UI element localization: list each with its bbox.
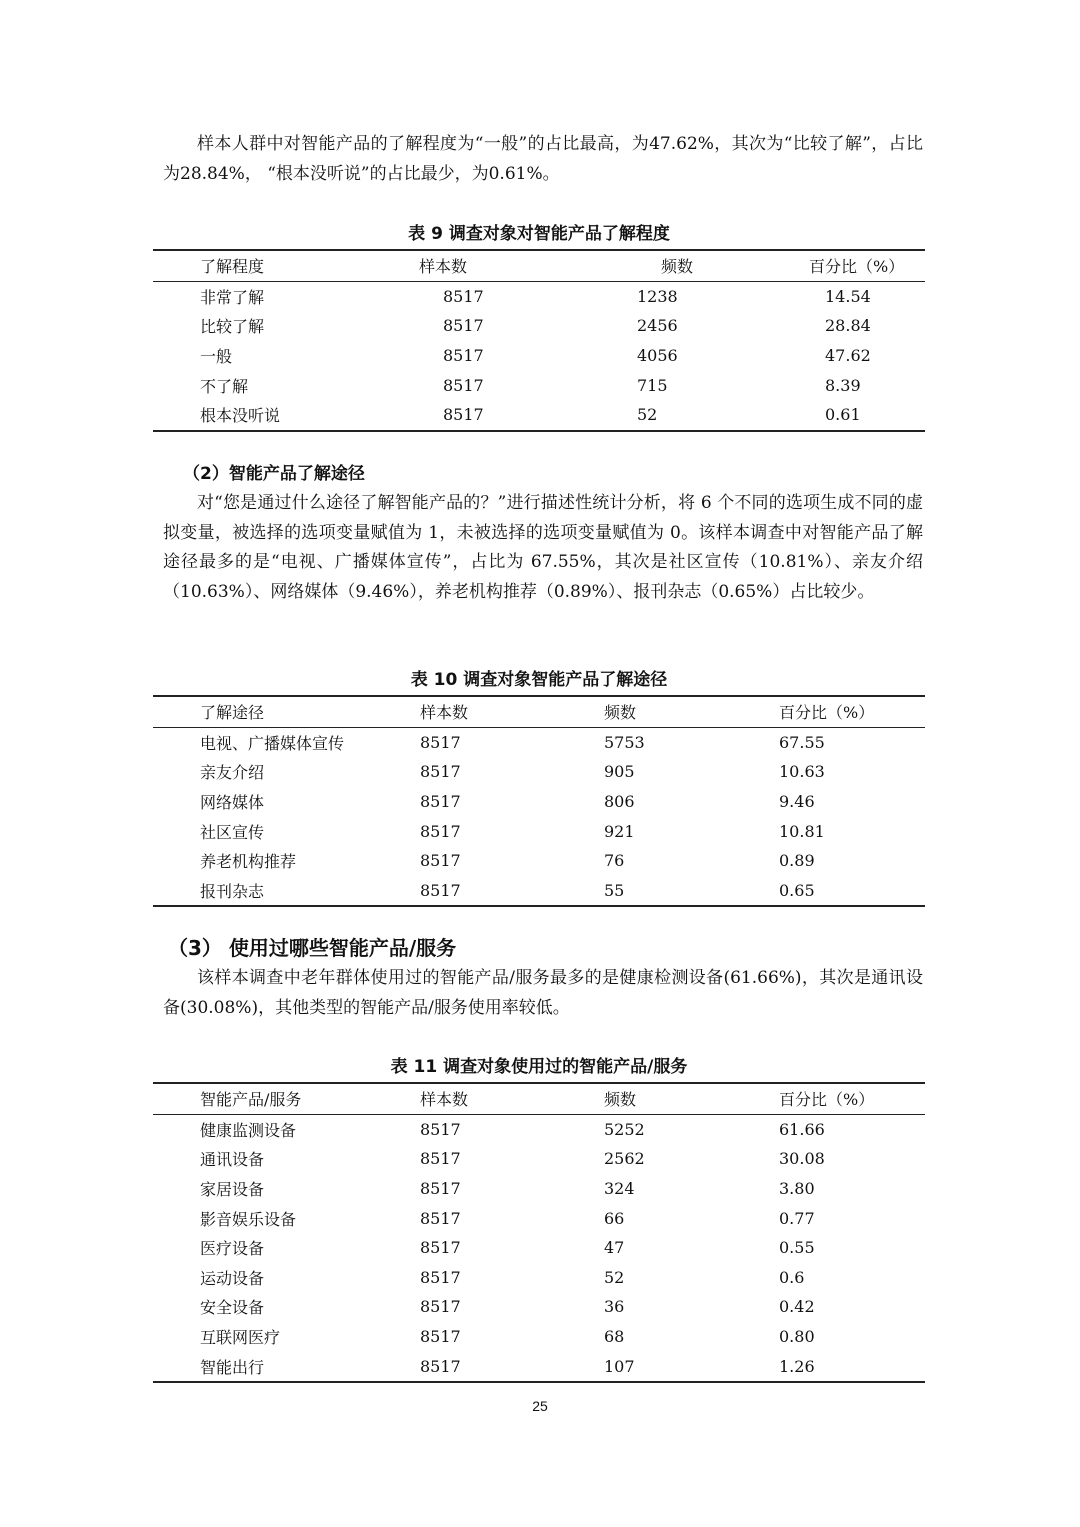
- table-cell: 一般: [200, 347, 233, 367]
- table-cell: 8517: [420, 792, 461, 812]
- table-cell: 养老机构推荐: [200, 852, 297, 872]
- table-row: [153, 816, 925, 846]
- table9-header-row: [153, 250, 925, 281]
- table-cell: 互联网医疗: [200, 1328, 281, 1348]
- section-heading-2: （2）智能产品了解途径: [183, 464, 365, 484]
- table-cell: 8517: [420, 762, 461, 782]
- table-cell: 8517: [420, 1267, 461, 1287]
- table-cell: 医疗设备: [200, 1239, 265, 1259]
- table-cell: 0.6: [779, 1267, 805, 1287]
- table-cell: 8517: [443, 346, 484, 366]
- table-cell: 0.65: [779, 876, 925, 907]
- table-cell: 8517: [370, 1351, 588, 1382]
- page-number: 25: [532, 1398, 548, 1414]
- table-cell: 运动设备: [200, 1268, 265, 1288]
- section2-paragraph: 对“您是通过什么途径了解智能产品的？”进行描述性统计分析，将 6 个不同的选项生成不同的虚拟变量，被选择的选项变量赋值为 1，未被选择的选项变量赋值为 0。该样本调查中对智能产品了解途径最多的是“电视、广播媒体宣传”，占比为 67.55%，其次是社区宣传（10.81%）、亲友介绍（10.63%）、网络媒体（9.46%），养老机构推荐（0.89%）、报刊杂志（0.65%）占比较少。: [163, 493, 924, 602]
- table-cell: 1238: [637, 286, 678, 306]
- table-cell: 0.55: [779, 1238, 815, 1258]
- section3-paragraph: 该样本调查中老年群体使用过的智能产品/服务最多的是健康检测设备(61.66%)，其次是通讯设备(30.08%)，其他类型的智能产品/服务使用率较低。: [163, 968, 923, 1018]
- table-row: [153, 400, 925, 431]
- table-cell: 根本没听说: [153, 400, 370, 431]
- table-cell: 0.80: [779, 1327, 815, 1347]
- table-row: [153, 281, 925, 311]
- table-cell: 324: [604, 1179, 635, 1199]
- table-cell: 8517: [420, 1149, 461, 1169]
- table-cell: 0.42: [779, 1297, 815, 1317]
- table-cell: 9.46: [779, 792, 815, 812]
- table-row: [153, 787, 925, 817]
- table-row: [153, 311, 925, 341]
- table-cell: 3.80: [779, 1179, 815, 1199]
- table-cell: 8517: [443, 316, 484, 336]
- table-cell: 8517: [420, 1238, 461, 1258]
- table9-header-cell: 了解程度: [153, 250, 370, 281]
- table-row: [153, 1144, 925, 1174]
- table-cell: 30.08: [779, 1149, 825, 1169]
- table11-header-cell: 样本数: [370, 1083, 588, 1114]
- table9-caption: 表 9 调查对象对智能产品了解程度: [408, 224, 670, 244]
- table-cell: 10.63: [779, 762, 825, 782]
- table-row: [153, 846, 925, 876]
- table-cell: 0.77: [779, 1208, 815, 1228]
- table-row: [153, 727, 925, 757]
- table-cell: 905: [604, 762, 635, 782]
- table-cell: 8517: [420, 1179, 461, 1199]
- table-cell: 66: [604, 1208, 625, 1228]
- table-row: [153, 1203, 925, 1233]
- table10-body: [153, 727, 925, 906]
- table-cell: 社区宣传: [200, 822, 265, 842]
- table-cell: 68: [604, 1327, 625, 1347]
- table-cell: 4056: [637, 346, 678, 366]
- table-cell: 8517: [370, 876, 588, 907]
- table-cell: 10.81: [779, 821, 825, 841]
- table-cell: 47: [604, 1238, 625, 1258]
- table-cell: 8517: [420, 851, 461, 871]
- table-row: [153, 1114, 925, 1144]
- table-cell: 0.89: [779, 851, 815, 871]
- table9: [153, 249, 925, 432]
- table-cell: 0.61: [779, 400, 925, 431]
- table-cell: 52: [588, 400, 779, 431]
- table-cell: 8517: [420, 1119, 461, 1139]
- table-row: [153, 876, 925, 907]
- table-cell: 8517: [370, 400, 588, 431]
- table-cell: 健康监测设备: [200, 1120, 297, 1140]
- table10-header-cell: 百分比（%）: [779, 696, 925, 727]
- table-cell: 非常了解: [200, 287, 265, 307]
- table-row: [153, 370, 925, 400]
- table9-header-cell: 样本数: [370, 250, 588, 281]
- table-cell: 报刊杂志: [153, 876, 370, 907]
- table9-body: [153, 281, 925, 430]
- table10-header-cell: 频数: [588, 696, 779, 727]
- table-cell: 智能出行: [153, 1351, 370, 1382]
- table-cell: 8517: [420, 732, 461, 752]
- table-cell: 14.54: [825, 286, 871, 306]
- table-cell: 921: [604, 821, 635, 841]
- table-row: [153, 1263, 925, 1293]
- table11-body: [153, 1114, 925, 1382]
- table-cell: 8517: [420, 821, 461, 841]
- table11-header-cell: 频数: [588, 1083, 779, 1114]
- table11-header-row: [153, 1083, 925, 1114]
- table-cell: 2562: [604, 1149, 645, 1169]
- table-cell: 通讯设备: [200, 1150, 265, 1170]
- table-row: [153, 1322, 925, 1352]
- table9-header-cell: 百分比（%）: [779, 250, 925, 281]
- table-cell: 107: [588, 1351, 779, 1382]
- table10: [153, 695, 925, 907]
- table-cell: 715: [637, 375, 668, 395]
- table-cell: 67.55: [779, 732, 825, 752]
- table-cell: 8517: [420, 1327, 461, 1347]
- table-cell: 影音娱乐设备: [200, 1209, 297, 1229]
- table-row: [153, 1233, 925, 1263]
- table-cell: 28.84: [825, 316, 871, 336]
- table-cell: 2456: [637, 316, 678, 336]
- table-cell: 网络媒体: [200, 793, 265, 813]
- table-cell: 8517: [443, 286, 484, 306]
- table10-header-cell: 了解途径: [153, 696, 370, 727]
- table10-header-row: [153, 696, 925, 727]
- table-cell: 61.66: [779, 1119, 825, 1139]
- table11: [153, 1082, 925, 1383]
- table-row: [153, 1351, 925, 1382]
- table-cell: 806: [604, 792, 635, 812]
- table11-header-cell: 百分比（%）: [779, 1083, 925, 1114]
- intro-paragraph: 样本人群中对智能产品的了解程度为“一般”的占比最高，为47.62%，其次为“比较了解”，占比为28.84%， “根本没听说”的占比最少，为0.61%。: [163, 134, 923, 184]
- table10-header-cell: 样本数: [370, 696, 588, 727]
- table-cell: 8517: [420, 1297, 461, 1317]
- table-cell: 1.26: [779, 1351, 925, 1382]
- table11-header-cell: 智能产品/服务: [153, 1083, 370, 1114]
- table-cell: 5753: [604, 732, 645, 752]
- table-cell: 安全设备: [200, 1298, 265, 1318]
- table-row: [153, 341, 925, 371]
- table-cell: 电视、广播媒体宣传: [200, 733, 345, 753]
- table11-caption: 表 11 调查对象使用过的智能产品/服务: [390, 1057, 688, 1077]
- table-cell: 家居设备: [200, 1180, 265, 1200]
- table-row: [153, 757, 925, 787]
- table-row: [153, 1292, 925, 1322]
- table-cell: 比较了解: [200, 317, 265, 337]
- table-cell: 76: [604, 851, 625, 871]
- table-cell: 8517: [420, 1208, 461, 1228]
- table-cell: 52: [604, 1267, 625, 1287]
- table9-header-cell: 频数: [588, 250, 779, 281]
- table-cell: 8.39: [825, 375, 861, 395]
- table-cell: 不了解: [200, 376, 249, 396]
- table-cell: 5252: [604, 1119, 645, 1139]
- table-cell: 55: [588, 876, 779, 907]
- section-heading-3: （3） 使用过哪些智能产品/服务: [168, 936, 457, 960]
- table-cell: 亲友介绍: [200, 763, 265, 783]
- table-cell: 36: [604, 1297, 625, 1317]
- table-cell: 8517: [443, 375, 484, 395]
- table-cell: 47.62: [825, 346, 871, 366]
- table-row: [153, 1174, 925, 1204]
- table10-caption: 表 10 调查对象智能产品了解途径: [410, 670, 668, 690]
